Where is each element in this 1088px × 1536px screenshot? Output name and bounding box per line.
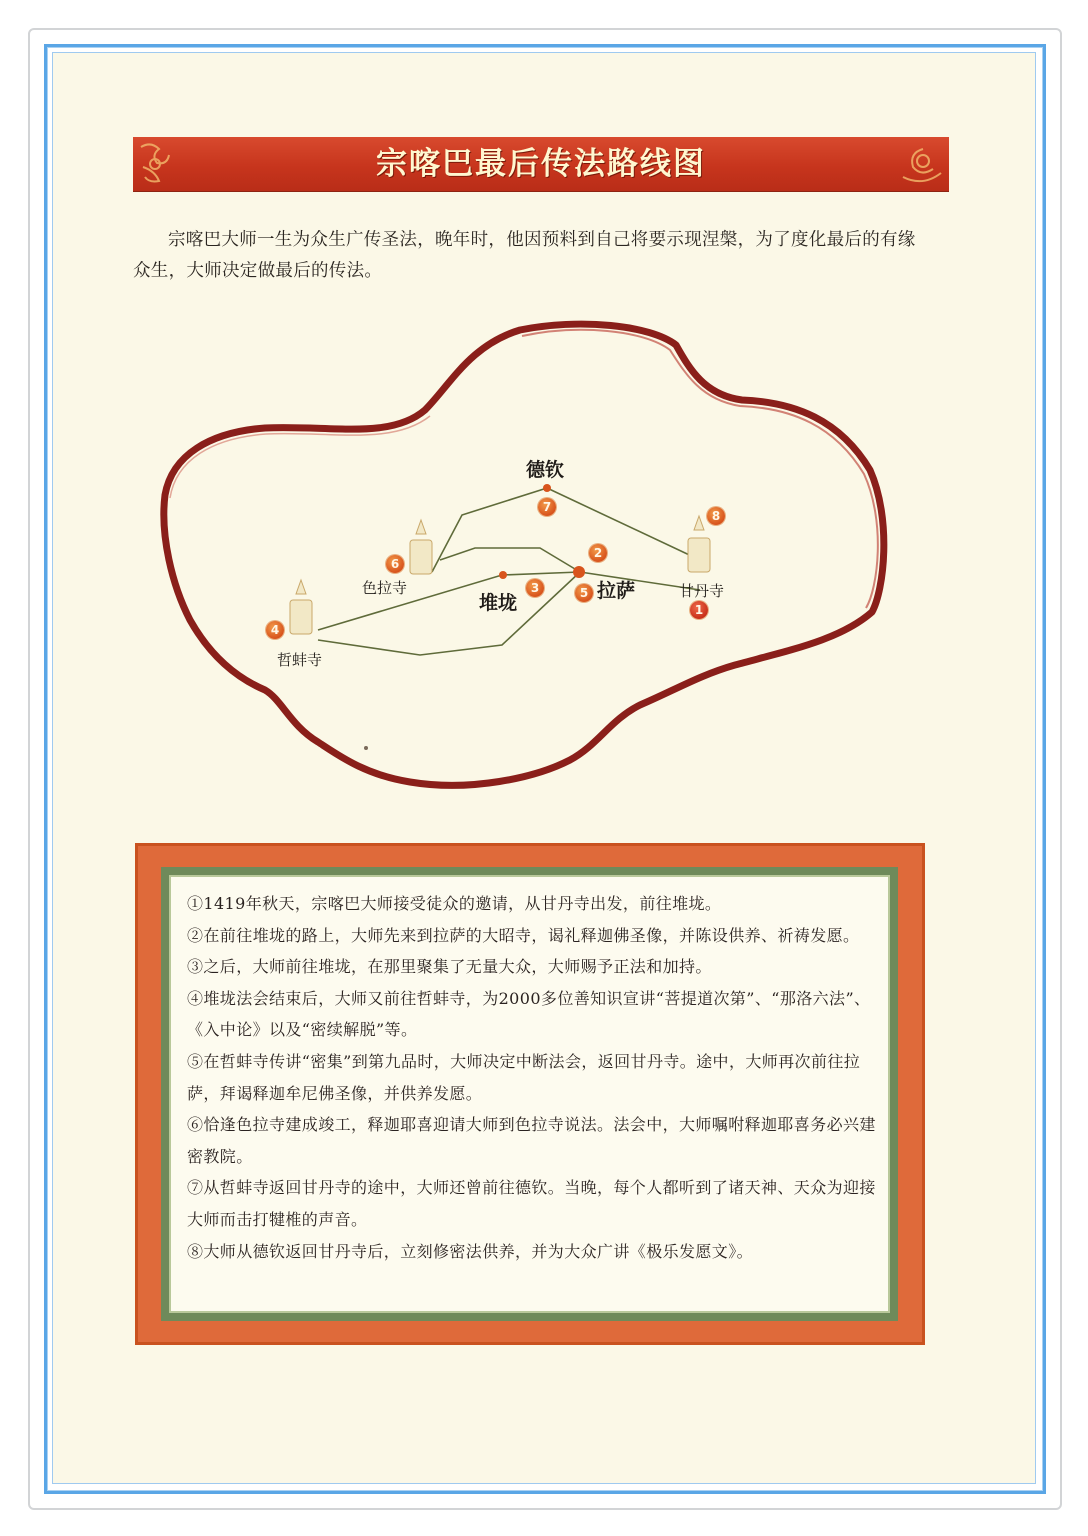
- page-title: 宗喀巴最后传法路线图: [376, 146, 706, 182]
- event-8: ⑧大师从德钦返回甘丹寺后，立刻修密法供养，并为大众广讲《极乐发愿文》。: [187, 1241, 754, 1261]
- place-lhasa: 拉萨: [597, 580, 636, 602]
- dechen-dot: [543, 484, 551, 492]
- speck: [364, 746, 368, 750]
- tolung-dot: [499, 571, 507, 579]
- marker-6: 6: [386, 555, 404, 573]
- sera-stupa-icon: [410, 520, 432, 574]
- place-ganden: 甘丹寺: [679, 582, 725, 600]
- marker-7: 7: [538, 498, 556, 516]
- route-line: [432, 488, 547, 572]
- route-line: [440, 548, 580, 572]
- event-1: ①1419年秋天，宗喀巴大师接受徒众的邀请，从甘丹寺出发，前往堆垅。: [187, 894, 722, 913]
- marker-8: 8: [707, 507, 725, 525]
- marker-2: 2: [589, 544, 607, 562]
- marker-5: 5: [575, 584, 593, 602]
- route-lines: [318, 488, 700, 655]
- event-4: ④堆垅法会结束后，大师又前往哲蚌寺，为2000多位善知识宣讲“菩提道次第”、“那洛六法”、《入中论》以及“密续解脱”等。: [187, 988, 871, 1040]
- ganden-stupa-icon: [688, 516, 710, 572]
- marker-1: 1: [690, 601, 708, 619]
- marker-3: 3: [526, 579, 544, 597]
- drepung-stupa-icon: [290, 580, 312, 634]
- place-sera: 色拉寺: [362, 579, 408, 597]
- place-tolung: 堆垅: [479, 592, 518, 614]
- event-7: ⑦从哲蚌寺返回甘丹寺的途中，大师还曾前往德钦。当晚，每个人都听到了诸天神、天众为迎接大师而击打犍椎的声音。: [187, 1178, 876, 1229]
- region-outline: [164, 324, 884, 785]
- place-dechen: 德钦: [526, 459, 565, 481]
- marker-4: 4: [266, 621, 284, 639]
- events-list: [187, 888, 877, 1267]
- place-drepung: 哲蚌寺: [277, 651, 323, 669]
- event-3: ③之后，大师前往堆垅，在那里聚集了无量大众，大师赐予正法和加持。: [187, 957, 712, 977]
- route-line: [547, 488, 700, 560]
- lhasa-dot: [573, 566, 585, 578]
- intro-paragraph: 宗喀巴大师一生为众生广传圣法，晚年时，他因预料到自己将要示现涅槃，为了度化最后的有缘众生，大师决定做最后的传法。: [133, 230, 916, 281]
- event-2: ②在前往堆垅的路上，大师先来到拉萨的大昭寺，谒礼释迦佛圣像，并陈设供养、祈祷发愿。: [187, 925, 860, 945]
- event-5: ⑤在哲蚌寺传讲“密集”到第九品时，大师决定中断法会，返回甘丹寺。途中，大师再次前往拉萨，拜谒释迦牟尼佛圣像，并供养发愿。: [187, 1051, 861, 1103]
- event-6: ⑥恰逢色拉寺建成竣工，释迦耶喜迎请大师到色拉寺说法。法会中，大师嘱咐释迦耶喜务必兴建密教院。: [187, 1115, 876, 1166]
